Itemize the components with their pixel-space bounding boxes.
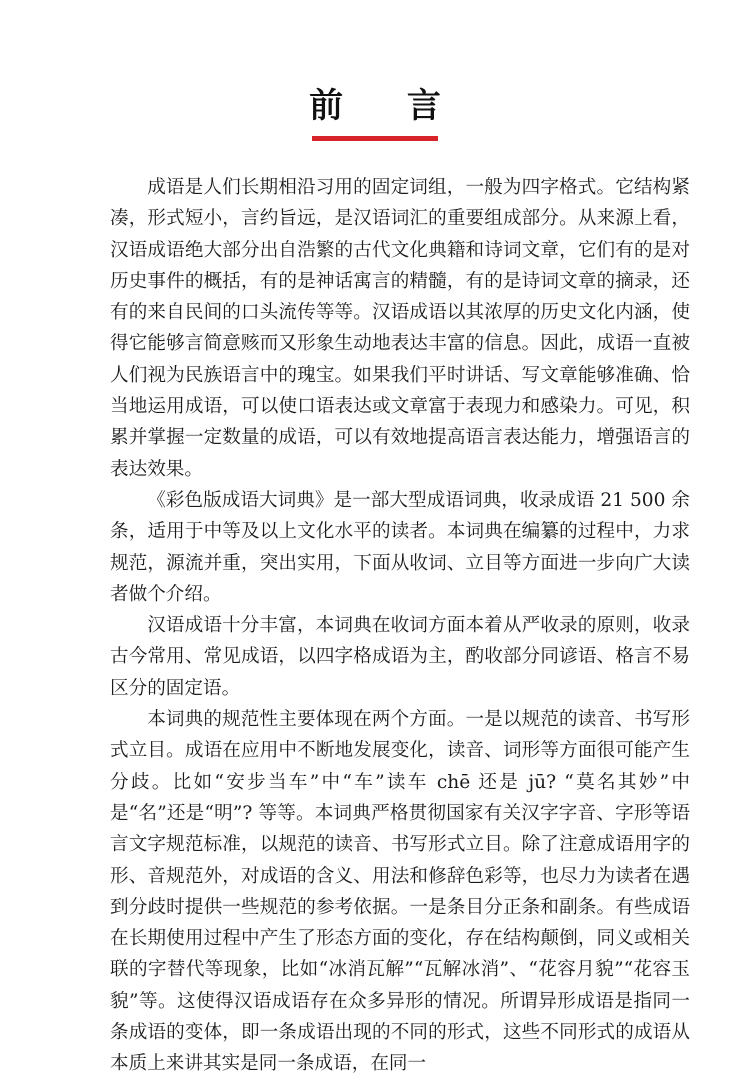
preface-body [110, 172, 690, 1080]
paragraph: 汉语成语十分丰富，本词典在收词方面本着从严收录的原则，收录古今常用、常见成语，以四字格成语为主，酌收部分同谚语、格言不易区分的固定语。 [110, 615, 690, 699]
paragraph: 成语是人们长期相沿习用的固定词组，一般为四字格式。它结构紧凑，形式短小，言约旨远，是汉语词汇的重要组成部分。从来源上看，汉语成语绝大部分出自浩繁的古代文化典籍和诗词文章，它们有的是对历史事件的概括，有的是神话寓言的精髓，有的是诗词文章的摘录，还有的来自民间的口头流传等等。汉语成语以其浓厚的历史文化内涵，使得它能够言简意赅而又形象生动地表达丰富的信息。因此，成语一直被人们视为民族语言中的瑰宝。如果我们平时讲话、写文章能够准确、恰当地运用成语，可以使口语表达或文章富于表现力和感染力。可见，积累并掌握一定数量的成语，可以有效地提高语言表达能力，增强语言的表达效果。 [110, 177, 690, 480]
page-title: 前 言 [309, 86, 467, 126]
paragraph: 《彩色版成语大词典》是一部大型成语词典，收录成语 21 500 余条，适用于中等及以上文化水平的读者。本词典在编纂的过程中，力求规范，源流并重，突出实用，下面从收词、立目等方面进一步向广大读者做个介绍。 [110, 489, 690, 605]
title-block [0, 86, 750, 126]
title-underline [312, 136, 438, 141]
paragraph: 本词典的规范性主要体现在两个方面。一是以规范的读音、书写形式立目。成语在应用中不断地发展变化，读音、词形等方面很可能产生分歧。比如“安步当车”中“车”读车 chē 还是 jū? “莫名其妙”中是“名”还是“明”? 等等。本词典严格贯彻国家有关汉字字音、字形等语言文字规范标准，以规范的读音、书写形式立目。除了注意成语用字的形、音规范外，对成语的含义、用法和修辞色彩等，也尽力为读者在遇到分歧时提供一些规范的参考依据。一是条目分正条和副条。有些成语在长期使用过程中产生了形态方面的变化，存在结构颠倒，同义或相关联的字替代等现象，比如“冰消瓦解”“瓦解冰消”、“花容月貌”“花容玉貌”等。这使得汉语成语存在众多异形的情况。所谓异形成语是指同一条成语的变体，即一条成语出现的不同的形式，这些不同形式的成语从本质上来讲其实是同一条成语，在同一 [110, 709, 690, 1075]
